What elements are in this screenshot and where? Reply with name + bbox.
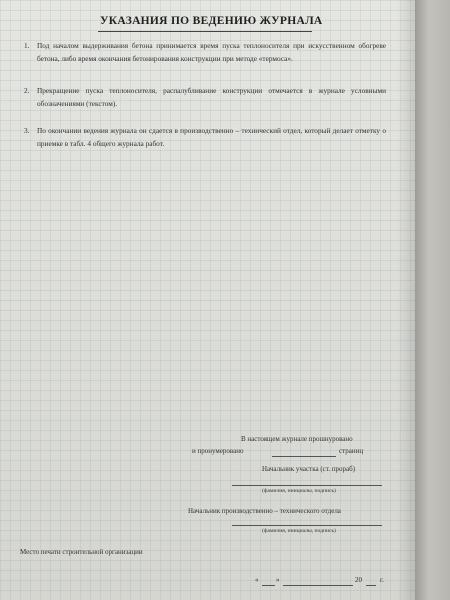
page-edge-shadow xyxy=(415,0,450,600)
instruction-number: 3. xyxy=(24,126,30,135)
signature-caption: (фамилия, инициалы, подпись) xyxy=(262,488,336,494)
signature-caption: (фамилия, инициалы, подпись) xyxy=(262,528,336,534)
instruction-text: Прекращение пуска теплоносителя, распалубливание конструкции отмечается в журнале условными обозначениями (текстом). xyxy=(37,86,386,108)
instruction-item-2 xyxy=(24,84,386,110)
certification-line-2-prefix: и пронумеровано xyxy=(192,447,244,455)
instruction-item-1 xyxy=(24,39,386,65)
certification-line-2-suffix: страниц xyxy=(339,447,364,455)
page-title: УКАЗАНИЯ ПО ВЕДЕНИЮ ЖУРНАЛА xyxy=(100,15,323,27)
date-open-quote: « xyxy=(255,576,259,584)
title-underline xyxy=(98,31,312,32)
certification-line-1: В настоящем журнале прошнуровано xyxy=(241,435,353,443)
signature-role-pto-chief: Начальник производственно – технического отдела xyxy=(188,507,341,515)
date-year-blank xyxy=(366,585,376,586)
instruction-number: 2. xyxy=(24,86,30,95)
instruction-item-3 xyxy=(24,124,386,150)
date-close-quote: » xyxy=(276,576,280,584)
signature-line-site-chief xyxy=(232,485,382,486)
date-year-suffix: г. xyxy=(380,576,384,584)
date-day-blank xyxy=(262,585,275,586)
stamp-place-label: Место печати строительной организации xyxy=(20,548,143,556)
date-month-blank xyxy=(283,585,353,586)
signature-line-pto-chief xyxy=(232,525,382,526)
page-count-blank xyxy=(272,456,336,457)
signature-role-site-chief: Начальник участка (ст. прораб) xyxy=(262,465,356,473)
instruction-text: По окончании ведения журнала он сдается в производственно – технический отдел, который делает отметку о приемке в табл. 4 общего журнала работ. xyxy=(37,126,386,148)
instruction-number: 1. xyxy=(24,41,30,50)
instruction-text: Под началом выдерживания бетона принимается время пуска теплоносителя при искусственном обогреве бетона, либо время окончания бетонирования конструкции при методе «термоса». xyxy=(37,41,386,63)
date-year-prefix: 20 xyxy=(355,576,362,584)
